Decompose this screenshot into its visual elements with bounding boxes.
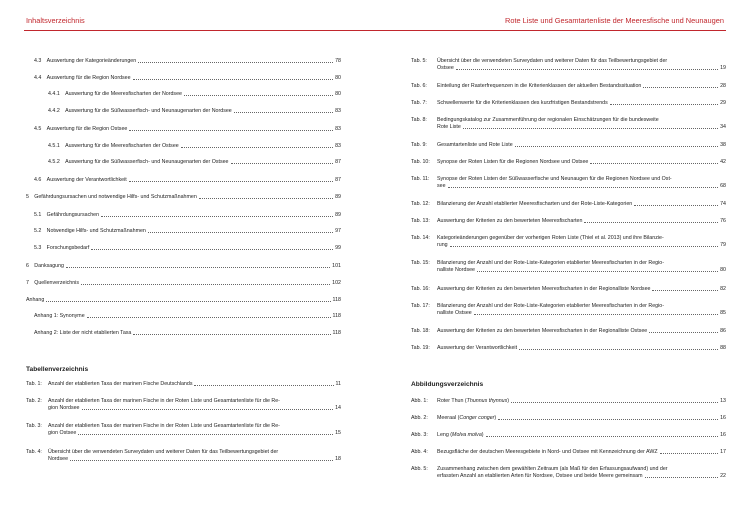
toc-entry-page: 97 [335, 228, 341, 234]
toc-entry-title: 4.4.1 Auswertung für die Meeresfischarten der Nordsee [48, 91, 182, 97]
entry-text-block [437, 100, 726, 107]
toc-entry-title: 4.5.2 Auswertung für die Süßwasserfisch- und Neunaugenarten der Ostsee [48, 159, 229, 165]
list-entry[interactable] [411, 303, 726, 317]
entry-label: Tab. 16: [411, 286, 430, 292]
entry-line [437, 466, 726, 473]
toc-entry-title: 4.4.2 Auswertung für die Süßwasserfisch- und Neunaugenarten der Nordsee [48, 108, 232, 114]
toc-entry-title: 4.3 Auswertung der Kategorieänderungen [34, 58, 137, 64]
species-name: Thunnus thynnus [466, 398, 508, 404]
entry-line [48, 449, 341, 456]
toc-entry-title: 4.5.1 Auswertung für die Meeresfischarten der Ostsee [48, 143, 179, 149]
entry-label: Tab. 13: [411, 218, 430, 224]
list-entry[interactable] [411, 159, 726, 166]
entry-page: 19 [720, 65, 726, 71]
list-entry[interactable] [411, 345, 726, 352]
entry-title: erfassten Anzahl an etablierten Arten für Nordsee, Ostsee und beide Meere gemeinsam [437, 473, 643, 479]
entry-label: Tab. 5: [411, 58, 427, 64]
dot-leader [91, 249, 333, 250]
toc-entry[interactable] [34, 212, 341, 219]
entry-text-block [48, 449, 341, 463]
entry-line [437, 260, 726, 267]
entry-line [437, 183, 726, 190]
entry-title: Gesamtartenliste und Rote Liste [437, 142, 513, 148]
entry-line [48, 398, 341, 405]
dot-leader [129, 181, 333, 182]
entry-title: Auswertung der Kriterien zu den bewerteten Meeresfischarten in der Regionalliste Nordsee [437, 286, 651, 292]
list-entry[interactable] [26, 449, 341, 463]
entry-line [437, 286, 726, 293]
entry-title: Nordsee [48, 456, 69, 462]
dot-leader [515, 146, 718, 147]
toc-entry-page: 118 [332, 330, 341, 336]
dot-leader [46, 301, 330, 302]
entry-line [48, 456, 341, 463]
entry-title: gion Ostsee [48, 430, 77, 436]
entry-page: 42 [720, 159, 726, 165]
entry-title: Anzahl der etablierten Taxa der marinen Fische in der Roten Liste und Gesamtartenliste für die Re- [48, 398, 280, 404]
toc-entry[interactable] [34, 177, 341, 184]
dot-leader [199, 198, 333, 199]
dot-leader [194, 385, 333, 386]
toc-entry-title: 5 Gefährdungsursachen und notwendige Hilfs- und Schutzmaßnahmen [26, 194, 197, 200]
entry-line [437, 267, 726, 274]
entry-title: Synopse der Roten Listen für die Regionen Nordsee und Ostsee [437, 159, 589, 165]
dot-leader [519, 349, 718, 350]
entry-title: Auswertung der Verantwortlichkeit [437, 345, 518, 351]
dot-leader [649, 332, 718, 333]
entry-title: Auswertung der Kriterien zu den bewerteten Meeresfischarten [437, 218, 583, 224]
entry-text-block [437, 398, 726, 405]
entry-title: Bilanzierung der Anzahl und der Rote-Liste-Kategorien etablierter Meeresfischarten in der Regio- [437, 303, 665, 309]
entry-page: 29 [720, 100, 726, 106]
entry-title: Leng (Molva molva) [437, 432, 484, 438]
entry-page: 79 [720, 242, 726, 248]
dot-leader [590, 163, 718, 164]
list-entry[interactable] [411, 415, 726, 422]
dot-leader [133, 79, 334, 80]
entry-line [437, 201, 726, 208]
entry-page: 76 [720, 218, 726, 224]
entry-page: 15 [335, 430, 341, 436]
toc-entry[interactable] [34, 330, 341, 337]
dot-leader [66, 267, 330, 268]
toc-entry[interactable] [26, 297, 341, 304]
entry-label: Tab. 4: [26, 449, 42, 455]
entry-page: 34 [720, 124, 726, 130]
entry-label: Tab. 3: [26, 423, 42, 429]
entry-text-block [437, 201, 726, 208]
dot-leader [129, 130, 333, 131]
entry-label: Tab. 19: [411, 345, 430, 351]
entry-line [437, 473, 726, 480]
entry-line [437, 176, 726, 183]
entry-label: Abb. 3: [411, 432, 428, 438]
entry-page: 11 [335, 381, 341, 387]
entry-text-block [437, 286, 726, 293]
dot-leader [477, 271, 718, 272]
entry-label: Abb. 2: [411, 415, 428, 421]
entry-page: 85 [720, 310, 726, 316]
entry-line [48, 423, 341, 430]
toc-entry-page: 87 [335, 159, 341, 165]
dot-leader [498, 419, 718, 420]
entry-title: rung [437, 242, 448, 248]
toc-entry-page: 80 [335, 75, 341, 81]
toc-entry-page: 102 [332, 280, 341, 286]
toc-entry[interactable] [34, 75, 341, 82]
dot-leader [78, 434, 333, 435]
entry-title: Einteilung der Rasterfrequenzen in die Kriterienklassen der aktuellen Bestandssituation [437, 83, 642, 89]
toc-entry[interactable] [48, 108, 341, 115]
entry-text-block [437, 449, 726, 456]
toc-entry-page: 118 [332, 313, 341, 319]
dot-leader [610, 104, 718, 105]
entry-text-block [437, 218, 726, 225]
header-rule [24, 30, 375, 31]
dot-leader [82, 409, 334, 410]
entry-text-block [437, 117, 726, 131]
entry-text-block [437, 345, 726, 352]
entry-line [437, 303, 726, 310]
entry-title: Zusammenhang zwischen dem gewählten Zeitraum (als Maß für den Erfassungsaufwand) und der [437, 466, 668, 472]
entry-label: Tab. 7: [411, 100, 427, 106]
entry-line [437, 345, 726, 352]
entry-label: Abb. 5: [411, 466, 428, 472]
dot-leader [660, 453, 718, 454]
entry-line [437, 398, 726, 405]
toc-entry-title: 4.5 Auswertung für die Region Ostsee [34, 126, 128, 132]
entry-title: Schwellenwerte für die Kriterienklassen des kurzfristigen Bestandstrends [437, 100, 608, 106]
entry-page: 80 [720, 267, 726, 273]
toc-entry[interactable] [48, 159, 341, 166]
entry-line [437, 449, 726, 456]
dot-leader [184, 95, 333, 96]
toc-entry-page: 87 [335, 177, 341, 183]
entry-title: Kategorieänderungen gegenüber der vorherigen Roten Liste (Thiel et al. 2013) und ihre Bilanzie- [437, 235, 664, 241]
entry-text-block [437, 142, 726, 149]
entry-title: Anzahl der etablierten Taxa der marinen Fische Deutschlands [48, 381, 193, 387]
entry-line [437, 65, 726, 72]
entry-title: Rote Liste [437, 124, 461, 130]
figures-heading: Abbildungsverzeichnis [411, 381, 484, 388]
species-name: Conger conger [459, 415, 495, 421]
list-entry[interactable] [411, 260, 726, 274]
entry-page: 16 [720, 415, 726, 421]
dot-leader [511, 402, 718, 403]
entry-title: Bilanzierung der Anzahl etablierter Meeresfischarten und der Rote-Liste-Kategorien [437, 201, 633, 207]
toc-entry-title: Anhang 1: Synonyme [34, 313, 85, 319]
toc-entry-title: Anhang 2: Liste der nicht etablierten Taxa [34, 330, 132, 336]
list-entry[interactable] [411, 466, 726, 480]
entry-text-block [437, 83, 726, 90]
entry-label: Tab. 2: [26, 398, 42, 404]
dot-leader [234, 112, 333, 113]
entry-text-block [437, 432, 726, 439]
entry-title: Bezugsfläche der deutschen Meeresgebiete in Nord- und Ostsee mit Kennzeichnung der AWZ [437, 449, 658, 455]
list-entry[interactable] [411, 201, 726, 208]
entry-text-block [437, 159, 726, 166]
toc-entry-page: 83 [335, 143, 341, 149]
entry-line [437, 242, 726, 249]
list-entry[interactable] [411, 142, 726, 149]
entry-title: Bilanzierung der Anzahl und der Rote-Liste-Kategorien etablierter Meeresfischarten in der Regio- [437, 260, 665, 266]
entry-title: see [437, 183, 446, 189]
toc-entry-page: 78 [335, 58, 341, 64]
entry-text-block [437, 176, 726, 190]
entry-text-block [437, 466, 726, 480]
entry-text-block [48, 423, 341, 437]
list-entry[interactable] [411, 328, 726, 335]
tables-heading: Tabellenverzeichnis [26, 366, 89, 373]
entry-title: Auswertung der Kriterien zu den bewerteten Meeresfischarten in der Regionalliste Ostsee [437, 328, 648, 334]
entry-label: Tab. 18: [411, 328, 430, 334]
entry-text-block [437, 303, 726, 317]
running-head-right: Rote Liste und Gesamtartenliste der Meeresfische und Neunaugen [505, 16, 724, 25]
toc-entry[interactable] [48, 91, 341, 98]
list-entry[interactable] [411, 117, 726, 131]
entry-page: 17 [720, 449, 726, 455]
entry-page: 14 [335, 405, 341, 411]
entry-title: Übersicht über die verwendeten Surveydaten und weiterer Daten für das Teilbewertungsgebiet der [48, 449, 279, 455]
list-entry[interactable] [411, 218, 726, 225]
entry-text-block [48, 381, 341, 388]
list-entry[interactable] [411, 176, 726, 190]
entry-line [437, 218, 726, 225]
list-entry[interactable] [411, 100, 726, 107]
entry-label: Tab. 8: [411, 117, 427, 123]
entry-text-block [437, 58, 726, 72]
toc-entry-title: 5.3 Forschungsbedarf [34, 245, 90, 251]
dot-leader [652, 290, 718, 291]
entry-line [48, 381, 341, 388]
entry-text-block [437, 260, 726, 274]
entry-label: Tab. 1: [26, 381, 42, 387]
toc-entry[interactable] [26, 263, 341, 270]
toc-entry[interactable] [26, 194, 341, 201]
entry-label: Tab. 9: [411, 142, 427, 148]
list-entry[interactable] [411, 449, 726, 456]
entry-line [437, 100, 726, 107]
entry-line [48, 430, 341, 437]
list-entry[interactable] [26, 398, 341, 412]
dot-leader [148, 232, 333, 233]
list-entry[interactable] [411, 398, 726, 405]
toc-entry[interactable] [34, 313, 341, 320]
entry-title: Meeraal (Conger conger) [437, 415, 497, 421]
entry-line [437, 58, 726, 65]
dot-leader [70, 460, 333, 461]
toc-entry-page: 89 [335, 194, 341, 200]
entry-page: 28 [720, 83, 726, 89]
entry-line [437, 159, 726, 166]
dot-leader [450, 246, 718, 247]
entry-line [437, 415, 726, 422]
entry-line [437, 432, 726, 439]
entry-page: 38 [720, 142, 726, 148]
list-entry[interactable] [411, 432, 726, 439]
toc-entry[interactable] [48, 143, 341, 150]
toc-entry-title: 5.2 Notwendige Hilfs- und Schutzmaßnahmen [34, 228, 146, 234]
entry-title: Synopse der Roten Listen der Süßwasserfische und Neunaugen für die Regionen Nordsee und Ost- [437, 176, 672, 182]
entry-page: 13 [720, 398, 726, 404]
entry-line [48, 405, 341, 412]
toc-entry-title: 7 Quellenverzeichnis [26, 280, 79, 286]
entry-page: 88 [720, 345, 726, 351]
dot-leader [456, 69, 718, 70]
dot-leader [181, 147, 333, 148]
dot-leader [133, 334, 330, 335]
entry-page: 86 [720, 328, 726, 334]
toc-entry-page: 99 [335, 245, 341, 251]
toc-entry[interactable] [34, 228, 341, 235]
toc-entry-page: 101 [332, 263, 341, 269]
entry-title: nalliste Ostsee [437, 310, 472, 316]
list-entry[interactable] [411, 58, 726, 72]
list-entry[interactable] [26, 381, 341, 388]
entry-text-block [48, 398, 341, 412]
entry-page: 18 [335, 456, 341, 462]
dot-leader [87, 317, 331, 318]
toc-entry-page: 118 [332, 297, 341, 303]
entry-title: Anzahl der etablierten Taxa der marinen Fische in der Roten Liste und Gesamtartenliste für die Re- [48, 423, 280, 429]
list-entry[interactable] [411, 235, 726, 249]
dot-leader [101, 216, 333, 217]
entry-line [437, 235, 726, 242]
list-entry[interactable] [411, 286, 726, 293]
entry-label: Abb. 4: [411, 449, 428, 455]
toc-entry-page: 83 [335, 126, 341, 132]
entry-label: Tab. 17: [411, 303, 430, 309]
header-rule [375, 30, 726, 31]
entry-line [437, 328, 726, 335]
toc-entry-page: 83 [335, 108, 341, 114]
toc-entry-title: 4.6 Auswertung der Verantwortlichkeit [34, 177, 127, 183]
entry-label: Tab. 15: [411, 260, 430, 266]
entry-page: 68 [720, 183, 726, 189]
entry-label: Tab. 12: [411, 201, 430, 207]
right-page [375, 0, 750, 530]
toc-entry-title: Anhang [26, 297, 45, 303]
dot-leader [474, 314, 718, 315]
entry-label: Tab. 11: [411, 176, 430, 182]
dot-leader [645, 477, 719, 478]
dot-leader [231, 163, 334, 164]
dot-leader [584, 222, 718, 223]
entry-title: Übersicht über die verwendeten Surveydaten und weiterer Daten für das Teilbewertungsgebiet der [437, 58, 668, 64]
entry-label: Tab. 10: [411, 159, 430, 165]
dot-leader [643, 87, 718, 88]
dot-leader [448, 187, 719, 188]
toc-entry[interactable] [34, 126, 341, 133]
entry-title: gion Nordsee [48, 405, 80, 411]
toc-entry[interactable] [34, 245, 341, 252]
toc-entry[interactable] [26, 280, 341, 287]
entry-text-block [437, 235, 726, 249]
toc-entry[interactable] [34, 58, 341, 65]
toc-entry-title: 4.4 Auswertung für die Region Nordsee [34, 75, 131, 81]
entry-text-block [437, 328, 726, 335]
entry-title: Bedingungskatalog zur Zusammenführung der regionalen Einschätzungen für die bundesweite [437, 117, 659, 123]
entry-text-block [437, 415, 726, 422]
toc-entry-title: 5.1 Gefährdungsursachen [34, 212, 100, 218]
dot-leader [634, 205, 718, 206]
entry-line [437, 310, 726, 317]
dot-leader [463, 128, 718, 129]
entry-label: Tab. 14: [411, 235, 430, 241]
entry-page: 74 [720, 201, 726, 207]
species-name: Molva molva [452, 432, 482, 438]
toc-entry-page: 80 [335, 91, 341, 97]
entry-page: 82 [720, 286, 726, 292]
toc-entry-title: 6 Danksagung [26, 263, 64, 269]
dot-leader [138, 62, 333, 63]
toc-entry-page: 89 [335, 212, 341, 218]
entry-label: Tab. 6: [411, 83, 427, 89]
list-entry[interactable] [26, 423, 341, 437]
dot-leader [486, 436, 719, 437]
dot-leader [81, 284, 330, 285]
entry-line [437, 142, 726, 149]
entry-page: 22 [720, 473, 726, 479]
entry-title: nalliste Nordsee [437, 267, 475, 273]
entry-line [437, 117, 726, 124]
entry-title: Roter Thun (Thunnus thynnus) [437, 398, 510, 404]
running-head-left: Inhaltsverzeichnis [26, 16, 85, 25]
entry-line [437, 83, 726, 90]
entry-label: Abb. 1: [411, 398, 428, 404]
entry-line [437, 124, 726, 131]
list-entry[interactable] [411, 83, 726, 90]
entry-page: 16 [720, 432, 726, 438]
entry-title: Ostsee [437, 65, 454, 71]
